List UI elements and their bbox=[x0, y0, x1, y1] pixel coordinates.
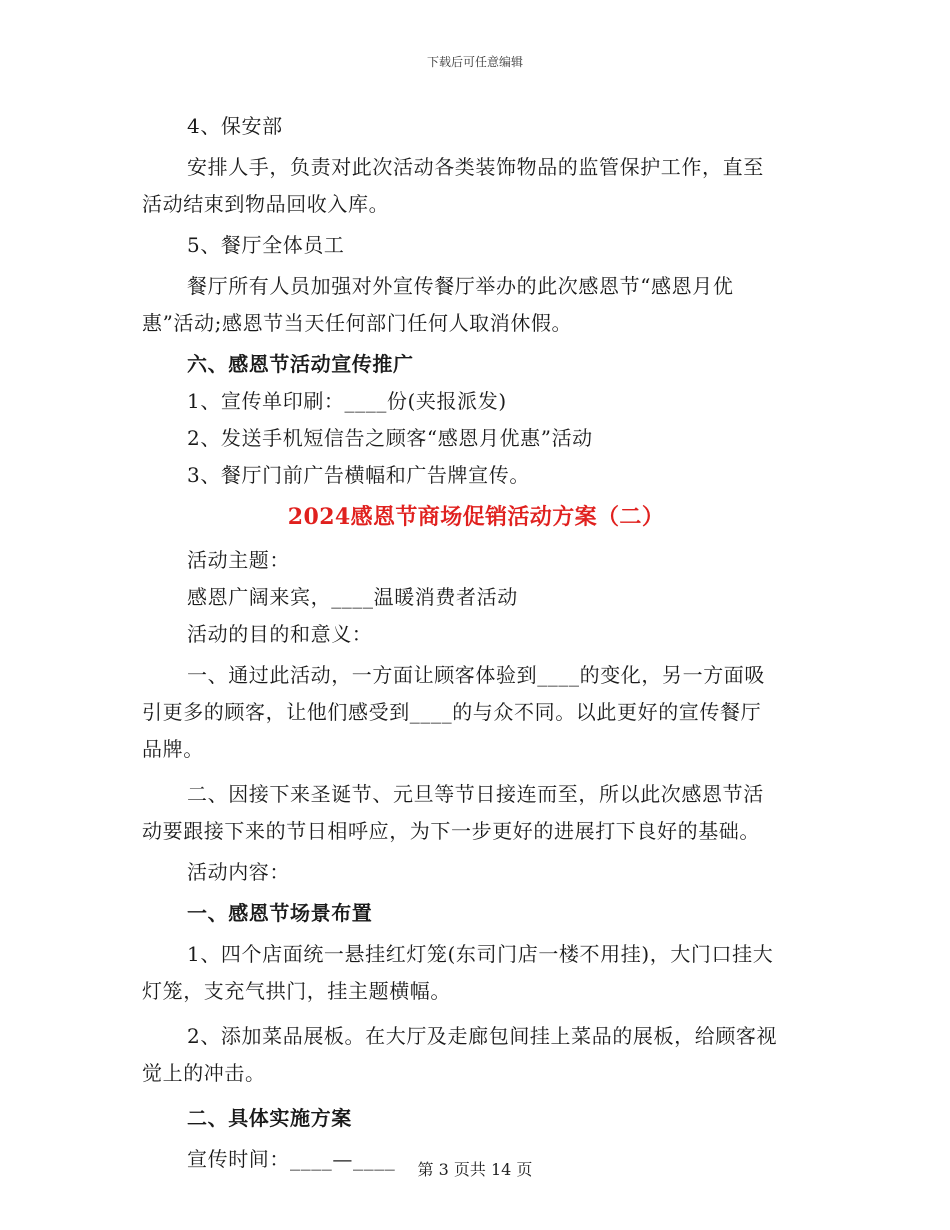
item5-text-line1: 餐厅所有人员加强对外宣传餐厅举办的此次感恩节“感恩月优 bbox=[187, 274, 734, 298]
promo-item-3: 3、餐厅门前广告横幅和广告牌宣传。 bbox=[187, 463, 530, 487]
promo-item-2: 2、发送手机短信告之顾客“感恩月优惠”活动 bbox=[187, 426, 593, 450]
scene1-line2: 灯笼，支充气拱门，挂主题横幅。 bbox=[142, 979, 451, 1003]
promo-heading: 六、感恩节活动宣传推广 bbox=[187, 352, 414, 376]
purpose2-line1: 二、因接下来圣诞节、元旦等节日接连而至，所以此次感恩节活 bbox=[187, 782, 764, 806]
purpose1-line3: 品牌。 bbox=[142, 737, 204, 761]
item5-text-line2: 惠”活动;感恩节当天任何部门任何人取消休假。 bbox=[142, 311, 573, 335]
promo-item-1: 1、宣传单印刷：____份(夹报派发) bbox=[187, 389, 507, 413]
scene2-line1: 2、添加菜品展板。在大厅及走廊包间挂上菜品的展板，给顾客视 bbox=[187, 1024, 778, 1048]
scene-heading: 一、感恩节场景布置 bbox=[187, 901, 373, 925]
page-header: 下载后可任意编辑 bbox=[426, 55, 523, 69]
purpose1-line1: 一、通过此活动，一方面让顾客体验到____的变化，另一方面吸 bbox=[187, 663, 765, 687]
scene1-line1: 1、四个店面统一悬挂红灯笼(东司门店一楼不用挂)，大门口挂大 bbox=[187, 942, 774, 966]
item4-text-line2: 活动结束到物品回收入库。 bbox=[142, 192, 390, 216]
scene2-line2: 觉上的冲击。 bbox=[142, 1061, 266, 1085]
document-body bbox=[142, 108, 810, 1178]
purpose1-line2: 引更多的顾客，让他们感受到____的与众不同。以此更好的宣传餐厅 bbox=[142, 700, 762, 724]
item4-title: 4、保安部 bbox=[187, 114, 283, 138]
item5-title: 5、餐厅全体员工 bbox=[187, 233, 345, 257]
theme-label: 活动主题： bbox=[187, 548, 290, 572]
purpose2-line2: 动要跟接下来的节日相呼应，为下一步更好的进展打下良好的基础。 bbox=[142, 819, 760, 843]
item4-text-line1: 安排人手，负责对此次活动各类装饰物品的监管保护工作，直至 bbox=[187, 155, 764, 179]
content-label: 活动内容： bbox=[187, 860, 290, 884]
section-title: 2024感恩节商场促销活动方案（二） bbox=[287, 504, 665, 530]
purpose-label: 活动的目的和意义： bbox=[187, 622, 373, 646]
theme-text: 感恩广阔来宾，____温暖消费者活动 bbox=[187, 585, 518, 609]
promo-time: 宣传时间：____—____ bbox=[187, 1147, 396, 1171]
plan-heading: 二、具体实施方案 bbox=[187, 1106, 352, 1130]
page-footer: 第 3 页共 14 页 bbox=[417, 1160, 533, 1179]
